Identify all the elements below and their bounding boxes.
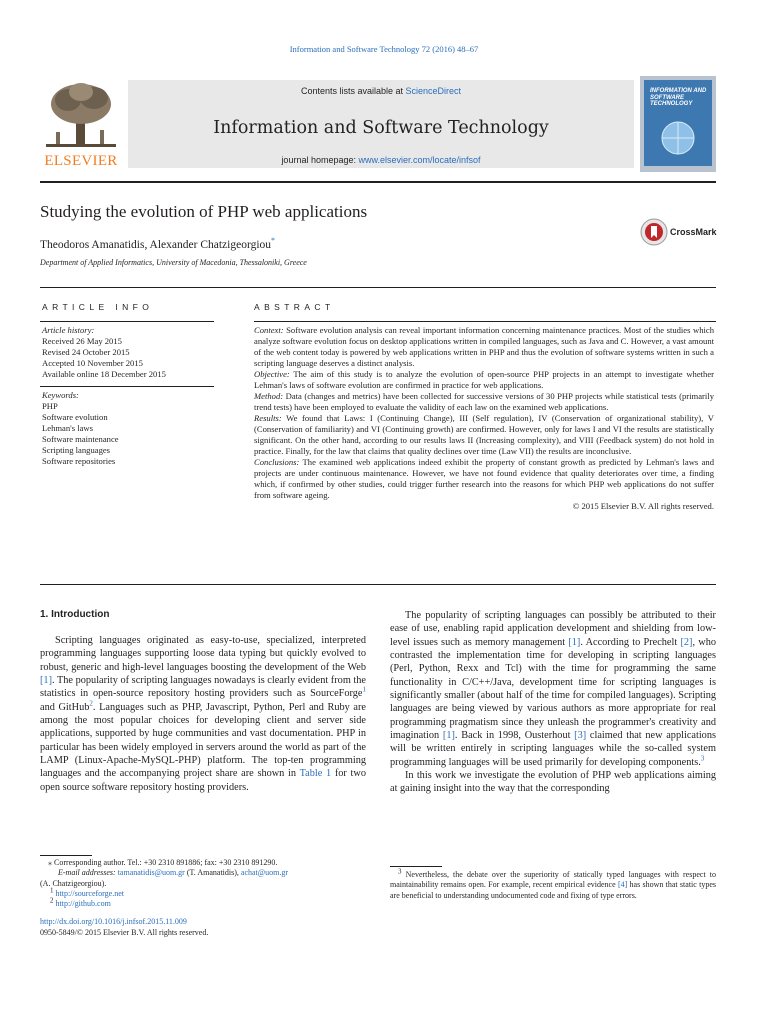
article-info-heading: ARTICLE INFO — [42, 302, 154, 312]
ref-link[interactable]: [1] — [568, 636, 581, 648]
issn-line: 0950-5849/© 2015 Elsevier B.V. All rights reserved. — [40, 927, 209, 937]
corresponding-author-mark[interactable]: * — [271, 236, 276, 245]
sciencedirect-link[interactable]: ScienceDirect — [405, 86, 462, 96]
keyword-item: PHP — [42, 401, 58, 411]
intro-right-column — [390, 609, 716, 796]
footnote-link[interactable]: 2 — [89, 699, 93, 708]
ref-link[interactable]: [4] — [617, 880, 628, 890]
intro-paragraph-1: Scripting languages originated as easy-to-use, specialized, interpreted programming languages supporting loose data typing but quickly evolved to robust, generic and high-level languages boosting the development of the Web [1]. The popularity of scripting languages nowadays is clearly evident from the statistics in open-source repository hosting providers such as SourceForge$^1$ and GitHub$^2$. Languages such as PHP, Javascript, Python, Perl and Ruby are among the most popular choices for developing client and server side applications, supported by huge communities and vast documentation. PHP in particular has been widely employed in servers around the world as part of the LAMP (Linux-Apache-MySQL-PHP) platform. The top-ten programming languages and the accompanying project share are shown in Table 1 for two open source software repository hosting providers. — [40, 635, 366, 793]
journal-homepage — [128, 155, 634, 165]
affiliation: Department of Applied Informatics, University of Macedonia, Thessaloniki, Greece — [40, 258, 307, 267]
intro-paragraph-2: The popularity of scripting languages can possibly be attributed to their ease of use, enabling rapid application development and shielding from low-level issues such as memory management [1]. According to Prechelt [2], who contrasted the implementation time for developing in scripting languages (Perl, Python, Rexx and Tcl) with the time for programming the same functionality in C/C++/Java, development time for scripting languages is significantly smaller (about half of the time for compiled languages). Scripting languages are being viewed by various authors as more appropriate for real programming pragmatism since they unleash the programmer's creativity and imagination [1]. Back in 1998, Ousterhout [3] claimed that new applications will be written entirely in scripting languages while the so-called system programming languages will be used primarily for developing components.$^3$ — [390, 610, 716, 768]
homepage-prefix: journal homepage: — [281, 155, 359, 165]
author-names: Theodoros Amanatidis, Alexander Chatzigeorgiou — [40, 238, 272, 251]
footnotes-left — [40, 858, 360, 938]
history-item: Revised 24 October 2015 — [42, 347, 130, 357]
article-history-label: Article history: — [42, 325, 95, 335]
ref-link[interactable]: [3] — [574, 730, 587, 742]
masthead — [40, 76, 716, 172]
journal-cover-title: INFORMATION AND SOFTWARE TECHNOLOGY — [650, 88, 707, 107]
abstract-copyright: © 2015 Elsevier B.V. All rights reserved. — [572, 501, 714, 511]
abstract-context: Context: Software evolution analysis can reveal important information concerning maintenance practices. Most of the studies which analyze software evolution focus on desktop applications written in compiled languages, such as Java and C. However, a vast amount of the web content today is powered by web applications written in PHP and thus the evolution of software systems written in such a scripting language deserves a distinct analysis. — [254, 325, 714, 368]
history-item: Available online 18 December 2015 — [42, 369, 166, 379]
keyword-item: Scripting languages — [42, 445, 111, 455]
journal-title: Information and Software Technology — [213, 118, 549, 138]
footnotes-right — [390, 867, 717, 901]
elsevier-logo[interactable] — [40, 80, 122, 172]
history-item: Accepted 10 November 2015 — [42, 358, 143, 368]
keyword-item: Software repositories — [42, 456, 116, 466]
journal-cover-art — [644, 80, 712, 166]
footnote-2: $^2$ http://github.com — [50, 896, 111, 909]
journal-banner — [128, 80, 634, 168]
intro-paragraph-3: In this work we investigate the evolution of PHP web applications aiming at gaining insight into the way that the corresponding — [390, 770, 716, 795]
article-history — [42, 325, 214, 380]
keywords-label: Keywords: — [42, 390, 79, 400]
section-heading-introduction: 1. Introduction — [40, 609, 110, 620]
email-note-cont: (A. Chatzigeorgiou). — [40, 878, 107, 888]
abstract-objective: Objective: The aim of this study is to analyze the evolution of open-source PHP projects in an attempt to investigate whether Lehman's laws of software evolution are confirmed in practice for web applications. — [254, 369, 714, 390]
intro-left-column — [40, 634, 366, 794]
cover-globe-icon — [654, 118, 702, 158]
elsevier-wordmark: ELSEVIER — [44, 153, 118, 169]
corresponding-author-note: ⁎ Corresponding author. Tel.: +30 2310 891886; fax: +30 2310 891290. — [48, 858, 278, 867]
journal-citation[interactable]: Information and Software Technology 72 (2016) 48–67 — [289, 44, 479, 54]
table-link[interactable]: Table 1 — [299, 768, 332, 780]
contents-prefix: Contents lists available at — [300, 86, 406, 96]
footnote-link[interactable]: 3 — [700, 754, 705, 763]
ref-link[interactable]: [2] — [680, 636, 693, 648]
abstract-results: Results: We found that Laws: I (Continuing Change), III (Self regulation), IV (Conservation of organizational stability), V (Conservation of familiarity) and VI (Continuing growth) are confirmed. However, only for laws I and VI the results are statistically significant. On the other hand, according to our results laws II (Increasing complexity), and VIII (Feedback system) do not hold in practice. Finally, for the law that claims that quality declines over time (Law VII) the results are inconclusive. — [254, 413, 714, 456]
history-item: Received 26 May 2015 — [42, 336, 122, 346]
footnote-rule-left — [40, 855, 92, 856]
github-link[interactable]: http://github.com — [55, 899, 111, 909]
email-note: E-mail addresses: tamanatidis@uom.gr (T. Amanatidis), achat@uom.gr — [58, 868, 289, 878]
doi-line — [40, 917, 360, 927]
keyword-item: Software maintenance — [42, 434, 119, 444]
abstract-bottom-rule — [40, 584, 716, 585]
crossmark-label: CrossMark — [670, 227, 717, 237]
elsevier-tree-icon — [40, 80, 122, 152]
info-top-rule — [40, 287, 716, 288]
footnote-1: $^1$ http://sourceforge.net — [50, 886, 124, 898]
doi-link[interactable]: http://dx.doi.org/10.1016/j.infsof.2015.11.009 — [40, 917, 187, 927]
homepage-link[interactable]: www.elsevier.com/locate/infsof — [358, 155, 481, 165]
email-link[interactable]: tamanatidis@uom.gr — [117, 868, 185, 878]
abstract-heading: ABSTRACT — [254, 302, 335, 312]
crossmark-icon — [640, 218, 668, 246]
abstract-rule — [254, 321, 716, 322]
sourceforge-link[interactable]: http://sourceforge.net — [55, 888, 124, 898]
author-list — [40, 236, 275, 251]
article-info-rule — [40, 321, 214, 322]
header-rule — [40, 181, 716, 183]
footnote-link[interactable]: 1 — [362, 685, 366, 694]
keyword-item: Software evolution — [42, 412, 108, 422]
article-title: Studying the evolution of PHP web applications — [40, 202, 368, 221]
keyword-list — [42, 390, 214, 467]
ref-link[interactable]: [1] — [40, 675, 53, 687]
footnote-3: $^3$ Nevertheless, the debate over the superiority of statically typed languages with respect to maintainability remains open. For example, recent empirical evidence [4] has shown that static types are beneficial to understanding undocumented code and fixing of type errors. — [390, 867, 717, 900]
history-keywords-rule — [40, 386, 214, 387]
email-link[interactable]: achat@uom.gr — [240, 868, 289, 878]
ref-link[interactable]: [1] — [442, 730, 455, 742]
keyword-item: Lehman's laws — [42, 423, 93, 433]
abstract-body — [254, 325, 714, 512]
abstract-conclusions: Conclusions: The examined web applications indeed exhibit the property of constant growth as predicted by Lehman's laws and projects are under continuous maintenance. However, we have not found evidence that quality deteriorates over time, a finding which, if confirmed by other studies, could trigger further research into the reasons for which PHP web applications do not suffer from software ageing. — [254, 457, 714, 500]
journal-cover[interactable] — [640, 76, 716, 172]
contents-availability — [128, 86, 634, 96]
abstract-method: Method: Data (changes and metrics) have been collected for successive versions of 30 PHP projects while statistical tests (primarily trend tests) have been employed to evaluate the validity of each law on the examined web applications. — [254, 391, 714, 412]
crossmark-badge[interactable] — [640, 218, 720, 246]
